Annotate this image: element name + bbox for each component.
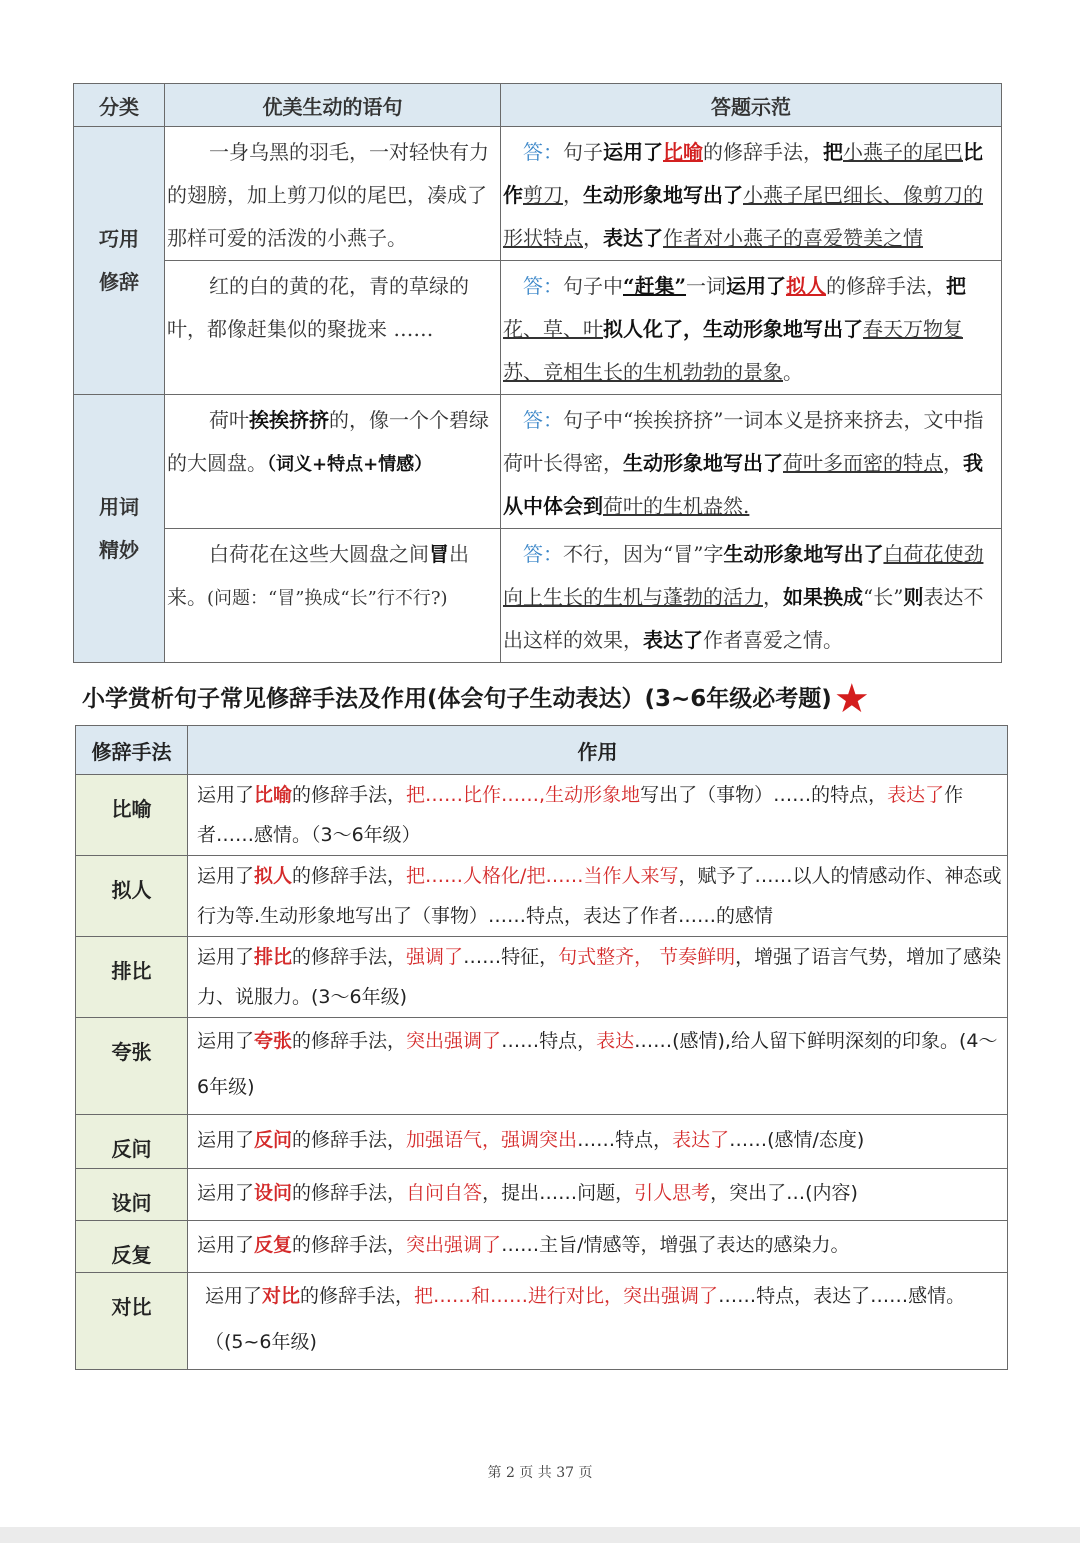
example-sentence: 红的白的黄的花，青的草绿的叶，都像赶集似的聚拢来 …… [165,261,501,395]
example-sentence: 白荷花在这些大圆盘之间冒出来。(问题：“冒”换成“长”行不行?) [165,529,501,663]
rhetoric-effect: 运用了设问的修辞手法，自问自答，提出……问题，引人思考，突出了…(内容) [188,1169,1008,1221]
rhetoric-name: 拟人 [76,856,188,937]
rhetoric-table [75,725,1008,1370]
table-row [76,1115,1008,1169]
table-row [74,261,1002,395]
header-category: 分类 [74,84,165,127]
rhetoric-name: 夸张 [76,1018,188,1115]
rhetoric-effect: 运用了对比的修辞手法，把……和……进行对比，突出强调了……特点，表达了……感情。（(5~6年级) [188,1273,1008,1370]
rhetoric-effect: 运用了夸张的修辞手法，突出强调了……特点，表达……(感情),给人留下鲜明深刻的印象。(4～6年级) [188,1018,1008,1115]
table-row [76,1018,1008,1115]
table-row [76,1169,1008,1221]
table-row [74,127,1002,261]
rhetoric-name: 对比 [76,1273,188,1370]
example-sentence: 一身乌黑的羽毛，一对轻快有力的翅膀，加上剪刀似的尾巴，凑成了那样可爱的活泼的小燕子。 [165,127,501,261]
appreciation-table [73,83,1002,663]
answer-example: 答：句子中“赶集”一词运用了拟人的修辞手法，把花、草、叶拟人化了，生动形象地写出了春天万物复苏、竞相生长的生机勃勃的景象。 [501,261,1002,395]
category-rhetoric: 巧用 修辞 [74,127,165,395]
rhetoric-name: 反问 [76,1115,188,1169]
rhetoric-name: 比喻 [76,775,188,856]
answer-example: 答：不行，因为“冒”字生动形象地写出了白荷花使劲向上生长的生机与蓬勃的活力，如果换成“长”则表达不出这样的效果，表达了作者喜爱之情。 [501,529,1002,663]
example-sentence: 荷叶挨挨挤挤的，像一个个碧绿的大圆盘。（词义+特点+情感） [165,395,501,529]
table-row [76,1273,1008,1370]
table-row [76,856,1008,937]
header-answer: 答题示范 [501,84,1002,127]
section-heading: 小学赏析句子常见修辞手法及作用(体会句子生动表达）(3~6年级必考题)★ [82,676,870,722]
table-row [76,937,1008,1018]
page-footer: 第 2 页 共 37 页 [487,1465,593,1481]
table-header-row [74,84,1002,127]
table-header-row [76,726,1008,775]
table-row [74,395,1002,529]
rhetoric-effect: 运用了比喻的修辞手法，把……比作……,生动形象地写出了（事物）……的特点，表达了作者……感情。（3～6年级） [188,775,1008,856]
bottom-divider [0,1527,1080,1543]
star-icon: ★ [833,676,870,722]
rhetoric-name: 排比 [76,937,188,1018]
answer-example: 答：句子运用了比喻的修辞手法，把小燕子的尾巴比作剪刀，生动形象地写出了小燕子尾巴细长、像剪刀的形状特点，表达了作者对小燕子的喜爱赞美之情 [501,127,1002,261]
rhetoric-name: 设问 [76,1169,188,1221]
header-effect: 作用 [188,726,1008,775]
header-sentence: 优美生动的语句 [165,84,501,127]
table-row [76,775,1008,856]
answer-example: 答：句子中“挨挨挤挤”一词本义是挤来挤去，文中指荷叶长得密，生动形象地写出了荷叶多而密的特点，我从中体会到荷叶的生机盎然. [501,395,1002,529]
rhetoric-effect: 运用了排比的修辞手法，强调了……特征，句式整齐， 节奏鲜明，增强了语言气势，增加了感染力、说服力。(3～6年级) [188,937,1008,1018]
rhetoric-name: 反复 [76,1221,188,1273]
table-row [76,1221,1008,1273]
category-word-choice: 用词 精妙 [74,395,165,663]
rhetoric-effect: 运用了拟人的修辞手法，把……人格化/把……当作人来写，赋予了……以人的情感动作、神态或行为等.生动形象地写出了（事物）……特点，表达了作者……的感情 [188,856,1008,937]
table-row [74,529,1002,663]
rhetoric-effect: 运用了反问的修辞手法，加强语气，强调突出……特点，表达了……(感情/态度) [188,1115,1008,1169]
header-rhetoric: 修辞手法 [76,726,188,775]
rhetoric-effect: 运用了反复的修辞手法，突出强调了……主旨/情感等，增强了表达的感染力。 [188,1221,1008,1273]
